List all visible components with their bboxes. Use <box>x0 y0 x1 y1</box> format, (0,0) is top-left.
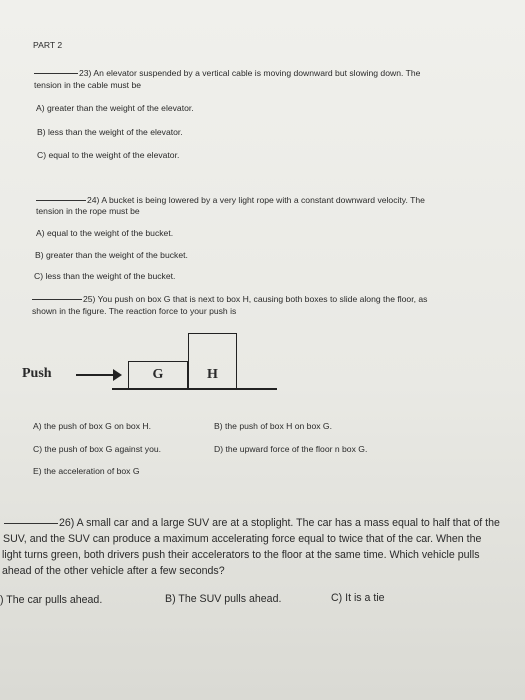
q25-option-b: B) the push of box H on box G. <box>214 421 332 431</box>
q24-stem-line2: tension in the rope must be <box>36 206 140 216</box>
q23-stem-line2: tension in the cable must be <box>34 80 142 90</box>
q26-stem-line4: ahead of the other vehicle after a few seconds? <box>2 565 225 577</box>
q25-stem-line1: 25) You push on box G that is next to box H, causing both boxes to slide along the floor, as <box>32 294 427 305</box>
q24-option-b: B) greater than the weight of the bucket. <box>35 250 188 260</box>
q25-option-c: C) the push of box G against you. <box>33 444 162 454</box>
q23-option-c: C) equal to the weight of the elevator. <box>37 150 180 160</box>
q24-option-c: C) less than the weight of the bucket. <box>34 271 176 281</box>
push-arrow-icon <box>76 374 120 376</box>
figure-push-label: Push <box>22 366 52 381</box>
q23-option-a: A) greater than the weight of the elevator. <box>36 103 194 113</box>
q24-option-a: A) equal to the weight of the bucket. <box>36 228 174 238</box>
q25-option-e: E) the acceleration of box G <box>33 466 140 476</box>
q26-stem-line3: light turns green, both drivers push their accelerators to the floor at the same time. Which vehicle pulls <box>2 549 480 561</box>
part-header: PART 2 <box>33 40 63 50</box>
q24-answer-blank[interactable] <box>36 200 86 201</box>
q23-option-b: B) less than the weight of the elevator. <box>37 127 183 137</box>
q25-option-d: D) the upward force of the floor n box G. <box>214 444 368 454</box>
q26-answer-blank[interactable] <box>4 523 58 524</box>
q23-answer-blank[interactable] <box>34 73 78 74</box>
q24-stem-line1: 24) A bucket is being lowered by a very light rope with a constant downward velocity. The <box>36 195 425 206</box>
q25-stem-line2: shown in the figure. The reaction force to your push is <box>32 306 237 316</box>
q26-option-c: C) It is a tie <box>331 592 385 604</box>
q25-option-a: A) the push of box G on box H. <box>33 421 151 431</box>
box-h: H <box>188 333 237 389</box>
q26-option-a: ) The car pulls ahead. <box>0 594 103 606</box>
q26-stem-line1: 26) A small car and a large SUV are at a stoplight. The car has a mass equal to half that of the <box>4 516 500 530</box>
q26-stem-line2: SUV, and the SUV can produce a maximum accelerating force equal to twice that of the car. When the <box>3 533 482 545</box>
box-g: G <box>128 361 188 389</box>
q23-stem-line1: 23) An elevator suspended by a vertical cable is moving downward but slowing down. The <box>34 68 420 79</box>
q26-option-b: B) The SUV pulls ahead. <box>165 593 282 605</box>
q25-answer-blank[interactable] <box>32 299 82 300</box>
